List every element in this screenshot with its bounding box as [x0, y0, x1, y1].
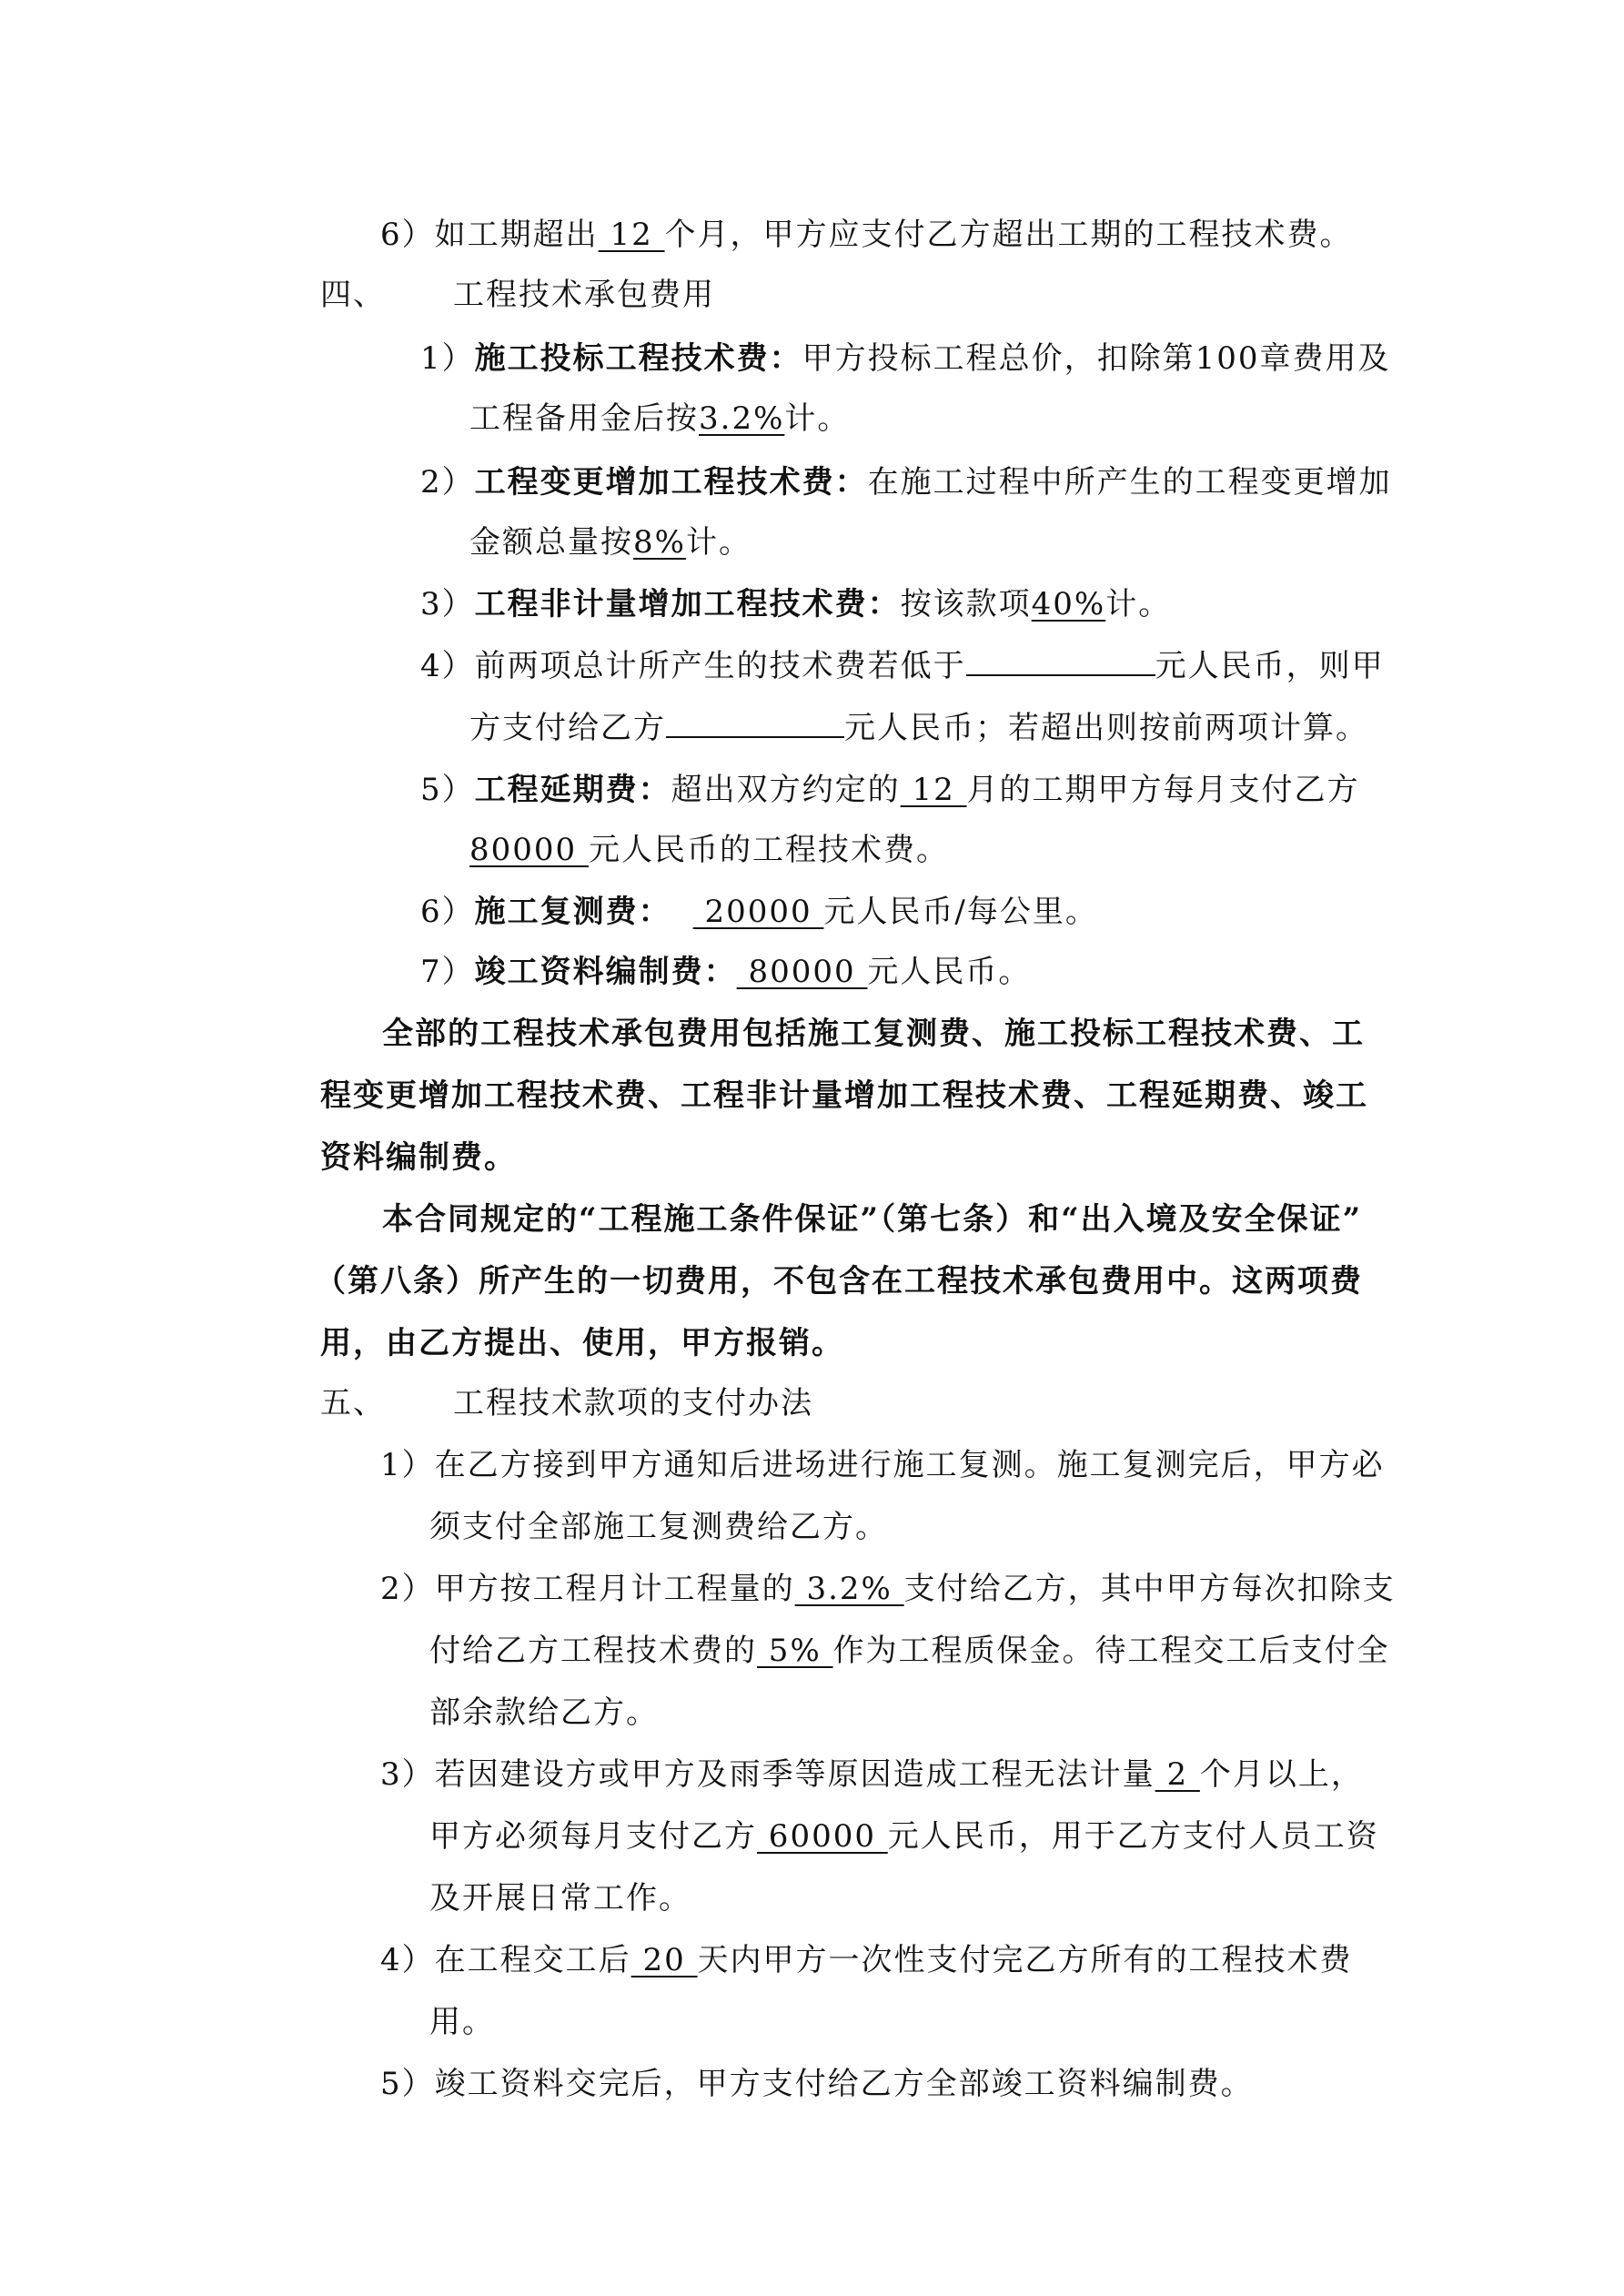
section-title: 工程技术承包费用: [453, 277, 715, 313]
item-label: 工程非计量增加工程技术费：: [474, 586, 901, 622]
amount-value: 80000: [469, 832, 589, 868]
item-number: 5）: [420, 772, 475, 808]
months-value: 12: [598, 217, 665, 253]
amount-value: 20000: [692, 894, 824, 930]
item-text: 元人民币，则甲: [1155, 648, 1385, 684]
fee-item-6: [420, 892, 1098, 932]
item-number: 1）: [380, 1447, 435, 1483]
item-text: 如工期超出: [434, 217, 599, 253]
item-label: 竣工资料编制费：: [474, 954, 737, 990]
item-text: 在乙方接到甲方通知后进场进行施工复测。施工复测完后，甲方必: [434, 1447, 1385, 1483]
fee-item-3: [420, 584, 1171, 624]
item-text: 竣工资料交完后，甲方支付给乙方全部竣工资料编制费。: [434, 2066, 1254, 2102]
section-number: 四、: [320, 277, 386, 313]
item-text: 天内甲方一次性支付完乙方所有的工程技术费: [697, 1942, 1353, 1978]
fee-item-5-cont: [469, 830, 949, 870]
months-value: 12: [900, 772, 967, 808]
amount-blank: [666, 709, 844, 738]
fee-item-5: [420, 770, 1360, 810]
rate-value: 40%: [1031, 586, 1106, 622]
section-title: 工程技术款项的支付办法: [453, 1385, 813, 1421]
item-label: 施工投标工程技术费：: [474, 340, 802, 377]
item-text: 支付给乙方，其中甲方每次扣除支: [903, 1571, 1396, 1607]
fee-note-line-1: [382, 1199, 1362, 1239]
payment-item-1-cont: 须支付全部施工复测费给乙方。: [429, 1509, 888, 1545]
item-number: 4）: [380, 1942, 435, 1978]
item-number: 2）: [420, 464, 475, 501]
payment-item-1: [380, 1445, 1385, 1485]
item-number: 3）: [380, 1756, 435, 1793]
payment-item-2-cont: [429, 1631, 1390, 1671]
amount-value: 80000: [736, 954, 868, 990]
amount-blank: [966, 647, 1155, 676]
item-text: 元人民币，用于乙方支付人员工资: [887, 1818, 1379, 1855]
item-text: 计。: [1105, 586, 1172, 622]
days-value: 20: [630, 1942, 698, 1978]
note-text: “工程施工条件保证”（第七条）和“出入境及安全保证”: [579, 1201, 1363, 1238]
item-text: 按该款项: [900, 586, 1032, 622]
item-label: 施工复测费：: [474, 894, 671, 930]
item-text: 甲方必须每月支付乙方: [429, 1818, 757, 1855]
item-text: 元人民币。: [867, 954, 1032, 990]
item-text: 个月以上，: [1199, 1756, 1364, 1793]
item-number: 6）: [380, 217, 435, 253]
item-number: 1）: [420, 340, 475, 377]
item-number: 5）: [380, 2066, 435, 2102]
item-label: 工程变更增加工程技术费：: [474, 464, 868, 501]
item-text: 元人民币的工程技术费。: [588, 832, 949, 868]
item-text: 元人民币/每公里。: [823, 894, 1098, 930]
note-text: 本合同规定的: [382, 1201, 579, 1238]
payment-item-3: [380, 1755, 1364, 1795]
item-text: 作为工程质保金。待工程交工后支付全: [832, 1633, 1390, 1669]
payment-item-2: [380, 1569, 1396, 1609]
item-text: 甲方投标工程总价，扣除第100章费用及: [802, 340, 1391, 377]
fee-item-4-cont: [469, 708, 1368, 748]
item-text: 工程备用金后按: [469, 400, 699, 437]
item-text: 若因建设方或甲方及雨季等原因造成工程无法计量: [434, 1756, 1155, 1793]
fee-item-4: [420, 646, 1385, 686]
section-5-heading: [320, 1383, 813, 1423]
item-number: 2）: [380, 1571, 435, 1607]
section-number: 五、: [320, 1385, 386, 1421]
item-text: 个月，甲方应支付乙方超出工期的工程技术费。: [664, 217, 1353, 253]
section-4-heading: [320, 275, 715, 315]
rate-value: 5%: [757, 1633, 833, 1669]
payment-item-4: [380, 1940, 1353, 1980]
item-text: 计。: [784, 400, 851, 437]
item-text: 超出双方约定的: [671, 772, 901, 808]
fee-note-line-2: （第八条）所产生的一切费用，不包含在工程技术承包费用中。这两项费: [315, 1263, 1363, 1300]
payment-item-3-cont2: 及开展日常工作。: [429, 1880, 691, 1917]
fee-item-1: [420, 339, 1391, 379]
rate-value: 8%: [633, 524, 686, 561]
payment-item-2-cont2: 部余款给乙方。: [429, 1694, 659, 1731]
item-number: 3）: [420, 586, 475, 622]
item-label: 工程延期费：: [474, 772, 671, 808]
rate-value: 3.2%: [794, 1571, 904, 1607]
item-text: 元人民币；若超出则按前两项计算。: [844, 710, 1368, 746]
item-number: 4）: [420, 648, 475, 684]
item-text: 方支付给乙方: [469, 710, 666, 746]
item-text: 甲方按工程月计工程量的: [434, 1571, 795, 1607]
payment-item-4-cont: 用。: [429, 2004, 495, 2040]
item-text: 月的工期甲方每月支付乙方: [966, 772, 1360, 808]
fee-item-1-cont: [469, 399, 850, 439]
item-text: 计。: [685, 524, 751, 561]
months-value: 2: [1155, 1756, 1200, 1793]
rate-value: 3.2%: [699, 400, 785, 437]
item-number: 7）: [420, 954, 475, 990]
item-text: 在工程交工后: [434, 1942, 631, 1978]
item-number: 6）: [420, 894, 475, 930]
fee-summary-line-3: 资料编制费。: [320, 1139, 517, 1176]
item-text: 付给乙方工程技术费的: [429, 1633, 757, 1669]
fee-item-2: [420, 462, 1392, 502]
item-text: 在施工过程中所产生的工程变更增加: [867, 464, 1392, 501]
fee-item-2-cont: [469, 522, 751, 562]
payment-item-5: [380, 2064, 1254, 2104]
item-text: 金额总量按: [469, 524, 633, 561]
amount-value: 60000: [757, 1818, 888, 1855]
item-text: 前两项总计所产生的技术费若低于: [474, 648, 966, 684]
fee-summary-line-1: 全部的工程技术承包费用包括施工复测费、施工投标工程技术费、工: [382, 1016, 1365, 1052]
fee-note-line-3: 用，由乙方提出、使用，甲方报销。: [320, 1325, 844, 1361]
clause-4-prev-item-6: [380, 215, 1353, 255]
fee-item-7: [420, 952, 1031, 992]
fee-summary-line-2: 程变更增加工程技术费、工程非计量增加工程技术费、工程延期费、竣工: [320, 1077, 1368, 1114]
payment-item-3-cont: [429, 1816, 1379, 1856]
